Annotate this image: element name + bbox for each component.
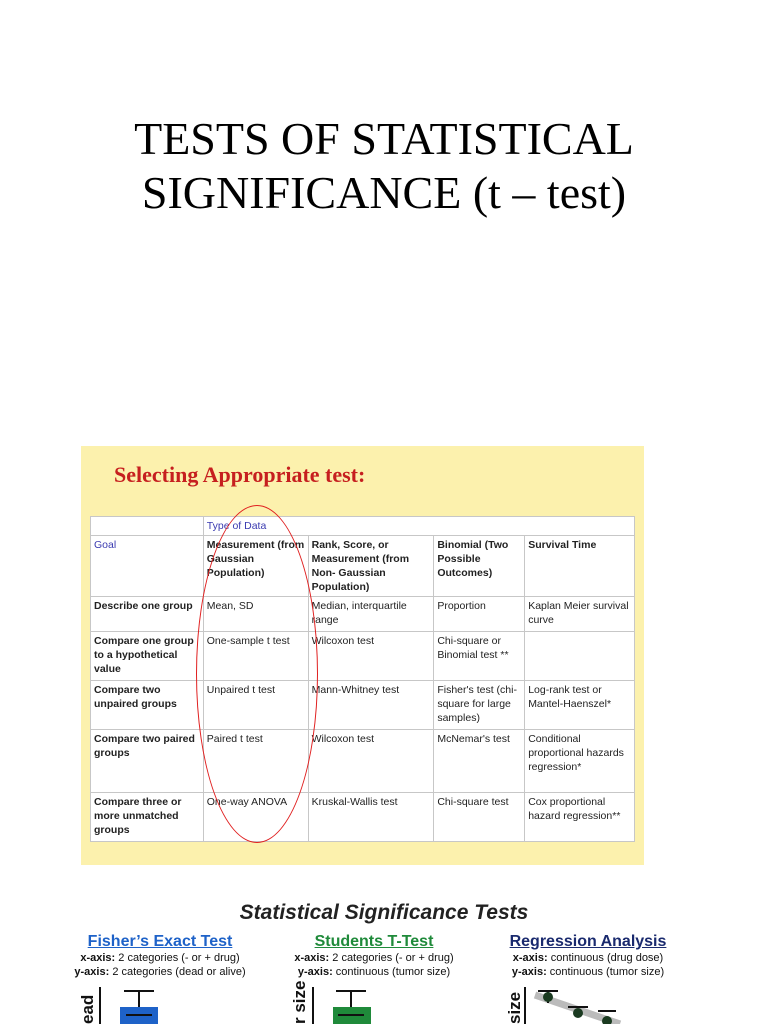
test-name: Regression Analysis bbox=[509, 933, 667, 950]
fisher-plot bbox=[100, 987, 158, 1024]
table-cell: Cox proportional hazard regression** bbox=[525, 793, 635, 842]
test-name: Fisher’s Exact Test bbox=[87, 933, 233, 950]
table-cell: One-way ANOVA bbox=[203, 793, 308, 842]
table-row bbox=[91, 793, 635, 842]
selection-panel bbox=[81, 446, 644, 865]
goal-cell: Compare two unpaired groups bbox=[91, 681, 204, 730]
table-cell: Mean, SD bbox=[203, 597, 308, 632]
table-cell bbox=[525, 632, 635, 681]
type-of-data-header: Type of Data bbox=[203, 517, 634, 536]
goal-cell: Compare three or more unmatched groups bbox=[91, 793, 204, 842]
table-cell bbox=[91, 517, 204, 536]
table-row bbox=[91, 730, 635, 793]
regression-plot bbox=[525, 987, 620, 1024]
fisher-y-label: ead bbox=[78, 994, 97, 1024]
table-cell: Proportion bbox=[434, 597, 525, 632]
table-cell: Wilcoxon test bbox=[308, 632, 434, 681]
column-header: Binomial (Two Possible Outcomes) bbox=[434, 536, 525, 597]
test-name: Students T-Test bbox=[314, 933, 434, 950]
goal-header: Goal bbox=[91, 536, 204, 597]
x-axis-desc: x-axis: 2 categories (- or + drug) bbox=[294, 952, 454, 964]
table-cell: Chi-square test bbox=[434, 793, 525, 842]
regression-column bbox=[478, 933, 698, 979]
goal-cell: Compare one group to a hypothetical value bbox=[91, 632, 204, 681]
mini-plots bbox=[0, 985, 768, 1024]
y-axis-desc: y-axis: continuous (tumor size) bbox=[297, 966, 451, 978]
table-cell: Unpaired t test bbox=[203, 681, 308, 730]
table-cell: Kaplan Meier survival curve bbox=[525, 597, 635, 632]
table-row bbox=[91, 681, 635, 730]
table-row bbox=[91, 632, 635, 681]
x-axis-desc: x-axis: 2 categories (- or + drug) bbox=[80, 952, 240, 964]
page-title bbox=[0, 112, 768, 220]
table-cell: Wilcoxon test bbox=[308, 730, 434, 793]
t-test-plot bbox=[313, 987, 371, 1024]
table-cell: Paired t test bbox=[203, 730, 308, 793]
table-cell: Mann-Whitney test bbox=[308, 681, 434, 730]
table-cell: Conditional proportional hazards regression* bbox=[525, 730, 635, 793]
table-cell: Median, interquartile range bbox=[308, 597, 434, 632]
regression-y-label: size bbox=[505, 991, 524, 1024]
column-header: Rank, Score, or Measurement (from Non- Gaussian Population) bbox=[308, 536, 434, 597]
table-header-row bbox=[91, 536, 635, 597]
table-cell: McNemar's test bbox=[434, 730, 525, 793]
x-axis-desc: x-axis: continuous (drug dose) bbox=[512, 952, 664, 964]
goal-cell: Compare two paired groups bbox=[91, 730, 204, 793]
fisher-test-column bbox=[50, 933, 270, 979]
y-axis-desc: y-axis: continuous (tumor size) bbox=[511, 966, 665, 978]
test-selection-table bbox=[90, 516, 635, 842]
panel-heading: Selecting Appropriate test: bbox=[114, 462, 366, 487]
highlight-circle bbox=[196, 505, 318, 843]
table-row bbox=[91, 597, 635, 632]
title-line-2: SIGNIFICANCE (t – test) bbox=[141, 167, 627, 218]
y-axis-desc: y-axis: 2 categories (dead or alive) bbox=[74, 966, 246, 978]
title-line-1: TESTS OF STATISTICAL bbox=[134, 113, 634, 164]
table-row bbox=[91, 517, 635, 536]
significance-title: Statistical Significance Tests bbox=[239, 901, 529, 924]
table-cell: One-sample t test bbox=[203, 632, 308, 681]
table-cell: Chi-square or Binomial test ** bbox=[434, 632, 525, 681]
table-cell: Fisher's test (chi-square for large samples) bbox=[434, 681, 525, 730]
column-header: Survival Time bbox=[525, 536, 635, 597]
column-header: Measurement (from Gaussian Population) bbox=[203, 536, 308, 597]
table-cell: Kruskal-Wallis test bbox=[308, 793, 434, 842]
t-test-y-label: r size bbox=[290, 980, 309, 1024]
goal-cell: Describe one group bbox=[91, 597, 204, 632]
t-test-column bbox=[264, 933, 484, 979]
table-cell: Log-rank test or Mantel-Haenszel* bbox=[525, 681, 635, 730]
